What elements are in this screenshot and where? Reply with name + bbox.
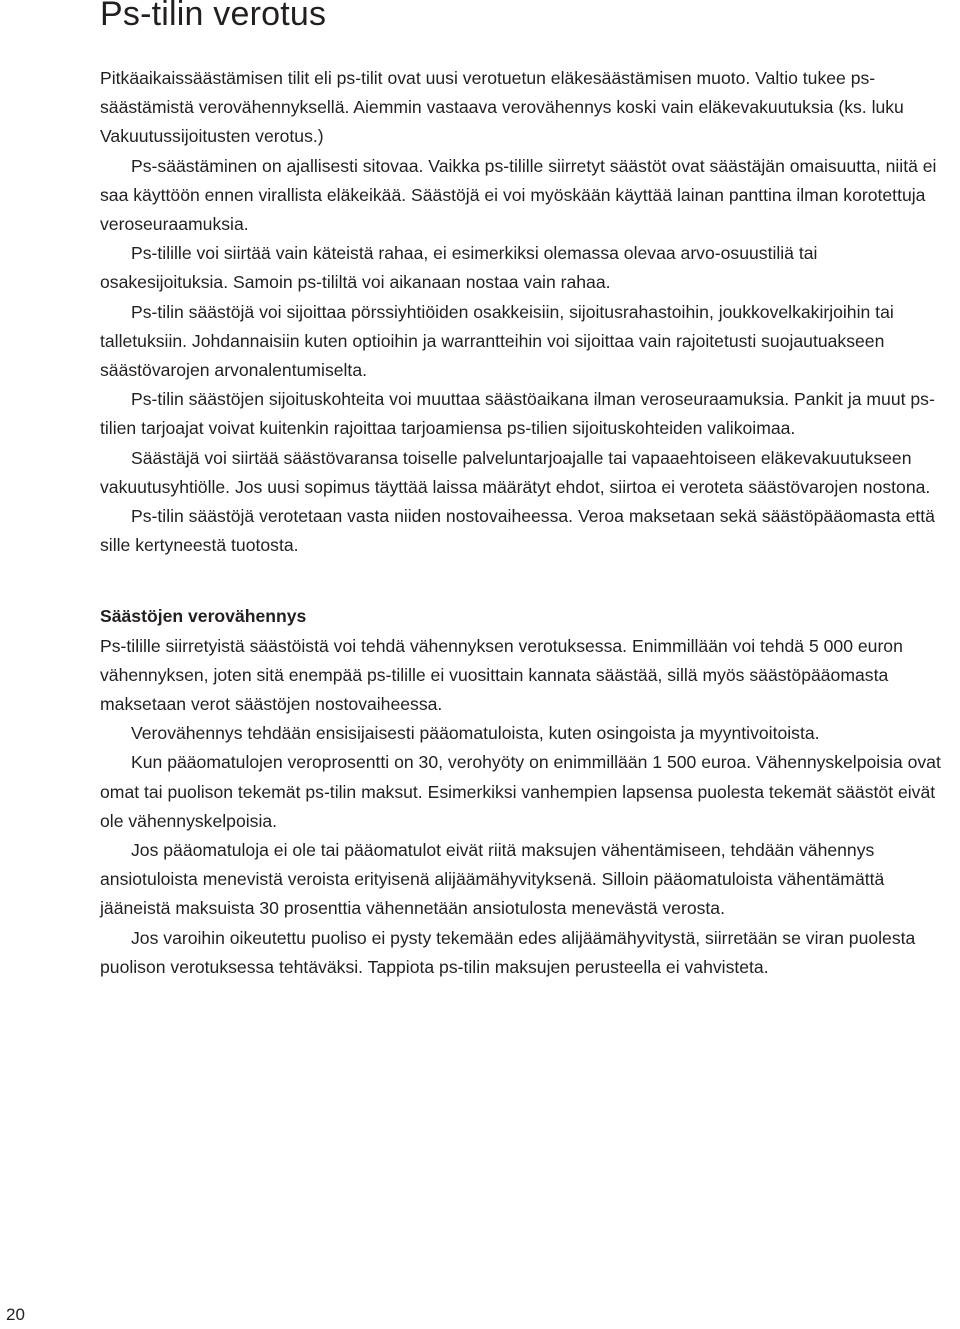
- paragraph: Ps-tilin säästöjä verotetaan vasta niiden nostovaiheessa. Veroa maksetaan sekä säästöpääomasta että sille kertyneestä tuotosta.: [100, 506, 935, 556]
- paragraph: Jos pääomatuloja ei ole tai pääomatulot eivät riitä maksujen vähentämiseen, tehdään vähennys ansiotuloista menevistä veroista erityisenä alijäämähyvityksenä. Silloin pääomatuloista vähentämättä jääneistä maksuista 30 prosenttia vähennetään ansiotulosta menevästä verosta.: [100, 840, 885, 919]
- paragraph: Jos varoihin oikeutettu puoliso ei pysty tekemään edes alijäämähyvitystä, siirretään se viran puolesta puolison verotuksessa tehtäväksi. Tappiota ps-tilin maksujen perusteella ei vahvisteta.: [100, 927, 916, 977]
- paragraph: Pitkäaikaissäästämisen tilit eli ps-tilit ovat uusi verotuetun eläkesäästämisen muoto. Valtio tukee ps-säästämistä verovähennyksellä. Aiemmin vastaava verovähennys koski vain eläkevakuutuksia (ks. luku Vakuutussijoitusten verotus.): [100, 68, 904, 147]
- paragraph: Ps-säästäminen on ajallisesti sitovaa. Vaikka ps-tilille siirretyt säästöt ovat säästäjän omaisuutta, niitä ei saa käyttöön ennen virallista eläkeikää. Säästöjä ei voi myöskään käyttää lainan panttina ilman korotettuja veroseuraamuksia.: [100, 155, 937, 235]
- paragraph: Ps-tilin säästöjä voi sijoittaa pörssiyhtiöiden osakkeisiin, sijoitusrahastoihin, joukkovelkakirjoihin tai talletuksiin. Johdannaisiin kuten optioihin ja warrantteihin voi sijoittaa vain rajoitetusti suojautuakseen säästövarojen arvonalentumiselta.: [100, 301, 894, 381]
- paragraph: Verovähennys tehdään ensisijaisesti pääomatuloista, kuten osingoista ja myyntivoitoista.: [131, 723, 820, 744]
- page-number: 20: [6, 1305, 25, 1324]
- page-title: Ps-tilin verotus: [100, 0, 327, 33]
- paragraph: Ps-tilille siirretyistä säästöistä voi tehdä vähennyksen verotuksessa. Enimmillään voi tehdä 5 000 euron vähennyksen, joten sitä enempää ps-tilille ei vuosittain kannata säästää, sillä myös säästöpääomasta maksetaan verot säästöjen nostovaiheessa.: [100, 635, 903, 715]
- section-introduction: [100, 64, 950, 560]
- section-heading: Säästöjen verovähennys: [100, 606, 307, 627]
- paragraph: Ps-tilin säästöjen sijoituskohteita voi muuttaa säästöaikana ilman veroseuraamuksia. Pankit ja muut ps-tilien tarjoajat voivat kuitenkin rajoittaa tarjoamiensa ps-tilien sijoituskohteiden valikoimaa.: [100, 389, 935, 439]
- paragraph: Säästäjä voi siirtää säästövaransa toiselle palveluntarjoajalle tai vapaaehtoiseen eläkevakuutukseen vakuutusyhtiölle. Jos uusi sopimus täyttää laissa määrätyt ehdot, siirtoa ei veroteta säästövarojen nostona.: [100, 447, 931, 497]
- section-tax-deduction: [100, 632, 950, 982]
- paragraph: Kun pääomatulojen veroprosentti on 30, verohyöty on enimmillään 1 500 euroa. Vähennyskelpoisia ovat omat tai puolison tekemät ps-tilin maksut. Esimerkiksi vanhempien lapsensa puolesta tekemät säästöt eivät ole vähennyskelpoisia.: [100, 752, 941, 831]
- body-text: [100, 64, 950, 982]
- paragraph: Ps-tilille voi siirtää vain käteistä rahaa, ei esimerkiksi olemassa olevaa arvo-osuustiliä tai osakesijoituksia. Samoin ps-tililtä voi aikanaan nostaa vain rahaa.: [100, 243, 818, 293]
